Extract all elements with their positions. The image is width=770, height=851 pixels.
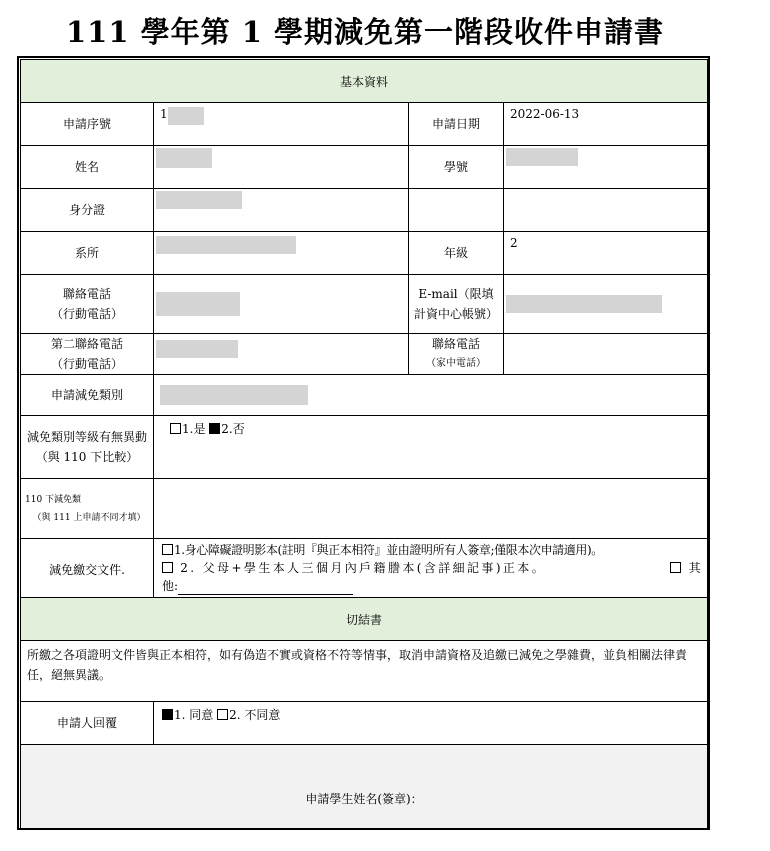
serial-value: 1 — [160, 107, 168, 121]
doc-option-1 — [162, 541, 703, 559]
phone-label-cell — [21, 275, 154, 334]
phone2-sublabel: （行動電話） — [50, 357, 123, 371]
redacted-block — [156, 340, 238, 358]
signature-label: 申請學生姓名(簽章)： — [305, 792, 423, 806]
name-label: 姓名 — [21, 146, 154, 189]
grade-value[interactable]: 2 — [504, 232, 708, 275]
name-value-cell[interactable] — [154, 146, 409, 189]
serial-label: 申請序號 — [21, 103, 154, 146]
redacted-block — [168, 107, 204, 125]
prev-category-sublabel: （與 111 上申請不同才填） — [32, 512, 146, 523]
doc-option-2 — [162, 559, 703, 577]
phone-value-cell[interactable] — [154, 275, 409, 334]
phone-label: 聯絡電話 — [62, 287, 111, 301]
document-title: 111 學年第 1 學期減免第一階段收件申請書 — [65, 15, 664, 49]
prev-category-value-cell[interactable] — [154, 479, 708, 539]
empty-cell — [504, 189, 708, 232]
dept-value-cell[interactable] — [154, 232, 409, 275]
student-id-label: 學號 — [409, 146, 504, 189]
checkbox-doc-other[interactable] — [670, 562, 681, 573]
category-label: 申請減免類別 — [21, 375, 154, 416]
email-value-cell[interactable] — [504, 275, 708, 334]
doc-option-other-suffix: 他: — [162, 579, 179, 593]
section-header-basic: 基本資料 — [21, 60, 708, 103]
phone2-label: 第二聯絡電話 — [50, 337, 123, 351]
affidavit-table — [20, 597, 708, 829]
prev-category-label-cell — [21, 479, 154, 539]
checkbox-doc-2[interactable] — [162, 562, 173, 573]
doc-option-other — [162, 577, 703, 595]
redacted-block — [156, 236, 296, 254]
student-id-value-cell[interactable] — [504, 146, 708, 189]
reply-options — [154, 702, 708, 745]
home-phone-label: 聯絡電話 — [431, 337, 480, 351]
redacted-block — [156, 148, 212, 168]
signature-area[interactable] — [21, 745, 708, 829]
section-header-affidavit: 切結書 — [21, 598, 708, 641]
checkbox-change-yes[interactable] — [170, 423, 181, 434]
phone2-label-cell — [21, 334, 154, 375]
change-label: 減免類別等級有無異動（與 110 下比較） — [21, 416, 154, 479]
change-option-no: 2.否 — [221, 422, 245, 436]
grade-label: 年級 — [409, 232, 504, 275]
email-label: E-mail（限填計資中心帳號） — [409, 275, 504, 334]
checkbox-disagree[interactable] — [217, 709, 228, 720]
prev-category-label: 110 下減免類 — [25, 494, 82, 505]
doc-option-1-text: 1.身心障礙證明影本(註明『與正本相符』並由證明所有人簽章;僅限本次申請適用)。 — [174, 543, 603, 557]
redacted-block — [156, 292, 240, 316]
reply-option-agree: 1. 同意 — [174, 708, 214, 722]
redacted-block — [506, 295, 662, 313]
phone2-value-cell[interactable] — [154, 334, 409, 375]
date-value[interactable]: 2022-06-13 — [504, 103, 708, 146]
docs-options — [154, 539, 708, 601]
home-phone-label-cell — [409, 334, 504, 375]
reply-option-disagree: 2. 不同意 — [229, 708, 281, 722]
home-phone-value-cell[interactable] — [504, 334, 708, 375]
change-options — [154, 416, 708, 479]
redacted-block — [506, 148, 578, 166]
affidavit-text: 所繳之各項證明文件皆與正本相符，如有偽造不實或資格不符等情事，取消申請資格及追繳已減免之學雜費，並負相關法律責任，絕無異議。 — [21, 641, 708, 702]
reply-label: 申請人回覆 — [21, 702, 154, 745]
doc-option-2-text: 2. 父母+學生本人三個月內戶籍謄本(含詳細記事)正本。 — [180, 561, 547, 575]
home-phone-sublabel: （家中電話） — [426, 358, 486, 369]
other-input-line[interactable] — [178, 582, 353, 595]
doc-option-other-prefix: 其 — [688, 561, 704, 575]
empty-cell — [409, 189, 504, 232]
id-card-value-cell[interactable] — [154, 189, 409, 232]
dept-label: 系所 — [21, 232, 154, 275]
docs-label: 減免繳交文件. — [21, 539, 154, 601]
basic-info-table — [20, 59, 708, 601]
serial-value-cell[interactable] — [154, 103, 409, 146]
phone-sublabel: （行動電話） — [50, 307, 123, 321]
checkbox-change-no[interactable] — [209, 423, 220, 434]
redacted-block — [156, 191, 242, 209]
checkbox-doc-1[interactable] — [162, 544, 173, 555]
checkbox-agree[interactable] — [162, 709, 173, 720]
redacted-block — [160, 385, 308, 405]
date-label: 申請日期 — [409, 103, 504, 146]
id-card-label: 身分證 — [21, 189, 154, 232]
category-value-cell[interactable] — [154, 375, 708, 416]
change-option-yes: 1.是 — [182, 422, 206, 436]
